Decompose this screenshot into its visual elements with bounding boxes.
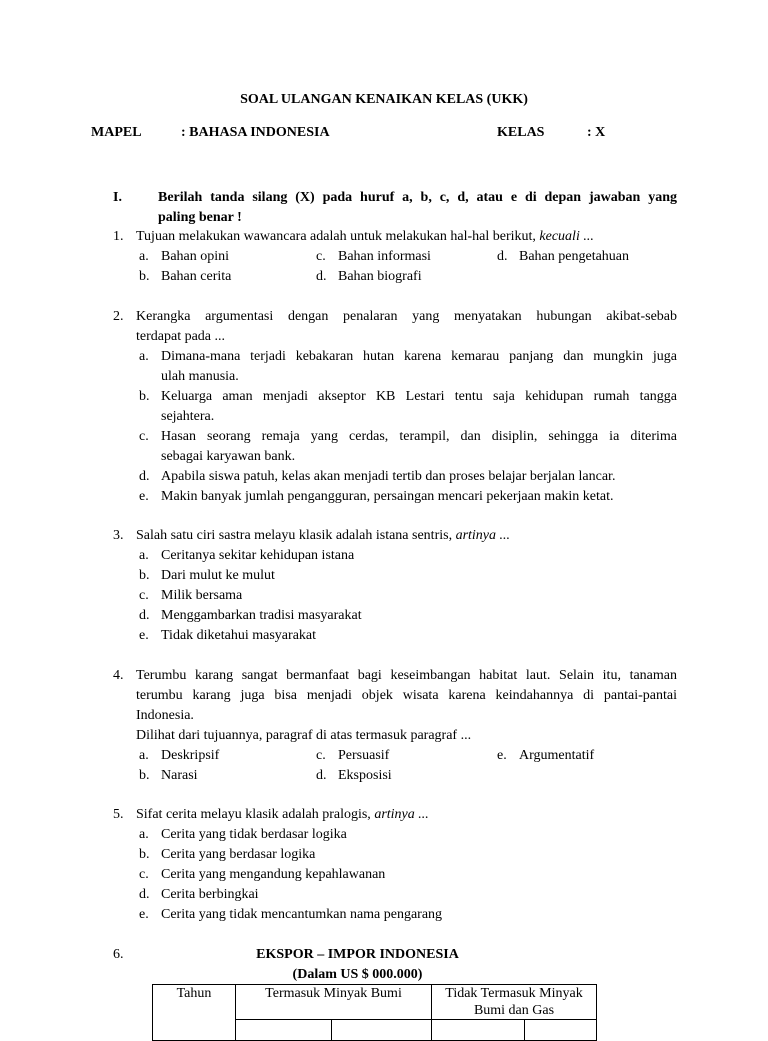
q3-option-a-letter: a. bbox=[139, 548, 149, 563]
q4-option-e: Argumentatif bbox=[519, 748, 595, 763]
header-termasuk-minyak: Termasuk Minyak Bumi bbox=[236, 985, 432, 1020]
subheader-cell bbox=[236, 1020, 332, 1041]
q2-option-d: Apabila siswa patuh, kelas akan menjadi tertib dan proses belajar berjalan lancar. bbox=[161, 469, 616, 484]
q2-option-e: Makin banyak jumlah pengangguran, persaingan mencari pekerjaan makin ketat. bbox=[161, 489, 614, 504]
q2-option-b-line1: Keluarga aman menjadi akseptor KB Lestari tentu saja kehidupan rumah tangga bbox=[161, 389, 677, 404]
header-tidak-line2: Bumi dan Gas bbox=[473, 1003, 555, 1018]
q1-text bbox=[136, 227, 594, 247]
q3-stem: Salah satu ciri sastra melayu klasik adalah istana sentris, bbox=[136, 528, 453, 543]
q1-option-b-letter: b. bbox=[139, 269, 150, 284]
q2-option-a-line2: ulah manusia. bbox=[161, 369, 239, 384]
q1-option-c-letter: c. bbox=[316, 249, 326, 264]
q1-number: 1. bbox=[113, 229, 124, 244]
q4-option-b: Narasi bbox=[161, 768, 198, 783]
q4-option-d-letter: d. bbox=[316, 768, 327, 783]
q3-emphasis: artinya ... bbox=[455, 528, 511, 543]
q4-option-b-letter: b. bbox=[139, 768, 150, 783]
q2-text-line1: Kerangka argumentasi dengan penalaran yang menyatakan hubungan akibat-sebab bbox=[136, 309, 677, 324]
q2-option-a-line1: Dimana-mana terjadi kebakaran hutan karena kemarau panjang dan mungkin juga bbox=[161, 349, 677, 364]
q5-option-d: Cerita berbingkai bbox=[161, 887, 259, 902]
q1-emphasis: kecuali ... bbox=[539, 229, 594, 244]
q3-option-c: Milik bersama bbox=[161, 588, 243, 603]
q3-option-d: Menggambarkan tradisi masyarakat bbox=[161, 608, 362, 623]
q5-option-b: Cerita yang berdasar logika bbox=[161, 847, 316, 862]
q1-option-e-letter: d. bbox=[497, 249, 508, 264]
header-tidak-termasuk bbox=[432, 985, 597, 1020]
q3-option-e-letter: e. bbox=[139, 628, 149, 643]
q5-option-b-letter: b. bbox=[139, 847, 150, 862]
q2-option-a-letter: a. bbox=[139, 349, 149, 364]
q1-option-c: Bahan informasi bbox=[338, 249, 431, 264]
mapel-label: MAPEL bbox=[91, 125, 142, 140]
q1-option-b: Bahan cerita bbox=[161, 269, 232, 284]
header-tidak-line1: Tidak Termasuk Minyak bbox=[445, 986, 583, 1001]
kelas-label: KELAS bbox=[497, 125, 545, 140]
q4-text-line3: Indonesia. bbox=[136, 708, 194, 723]
q4-option-a: Deskripsif bbox=[161, 748, 220, 763]
header-tahun: Tahun bbox=[153, 985, 236, 1041]
subheader-cell bbox=[525, 1020, 597, 1041]
q4-number: 4. bbox=[113, 668, 124, 683]
q4-option-c: Persuasif bbox=[338, 748, 390, 763]
subheader-cell bbox=[432, 1020, 525, 1041]
subheader-cell bbox=[332, 1020, 432, 1041]
q5-option-c-letter: c. bbox=[139, 867, 149, 882]
q6-table-title: EKSPOR – IMPOR INDONESIA bbox=[256, 947, 459, 962]
q6-table-subtitle: (Dalam US $ 000.000) bbox=[292, 967, 423, 982]
q1-option-a: Bahan opini bbox=[161, 249, 230, 264]
q5-text bbox=[136, 805, 429, 825]
q1-option-d-letter: d. bbox=[316, 269, 327, 284]
q2-option-c-letter: c. bbox=[139, 429, 149, 444]
q2-option-c-line2: sebagai karyawan bank. bbox=[161, 449, 296, 464]
q4-option-a-letter: a. bbox=[139, 748, 149, 763]
q4-option-d: Eksposisi bbox=[338, 768, 392, 783]
kelas-value: : X bbox=[587, 125, 606, 140]
mapel-value: : BAHASA INDONESIA bbox=[181, 125, 330, 140]
table-header-row bbox=[153, 985, 597, 1020]
q2-text-line2: terdapat pada ... bbox=[136, 329, 226, 344]
q2-option-b-letter: b. bbox=[139, 389, 150, 404]
q5-number: 5. bbox=[113, 807, 124, 822]
q5-option-c: Cerita yang mengandung kepahlawanan bbox=[161, 867, 386, 882]
q2-option-d-letter: d. bbox=[139, 469, 150, 484]
q3-option-a: Ceritanya sekitar kehidupan istana bbox=[161, 548, 355, 563]
q5-option-a-letter: a. bbox=[139, 827, 149, 842]
q4-text-line1: Terumbu karang sangat bermanfaat bagi keseimbangan habitat laut. Selain itu, tanaman bbox=[136, 668, 677, 683]
q4-option-c-letter: c. bbox=[316, 748, 326, 763]
q3-option-b-letter: b. bbox=[139, 568, 150, 583]
q4-option-e-letter: e. bbox=[497, 748, 507, 763]
q5-emphasis: artinya ... bbox=[374, 807, 429, 822]
section-instruction-line2: paling benar ! bbox=[158, 210, 242, 225]
q6-number: 6. bbox=[113, 947, 124, 962]
section-number: I. bbox=[113, 190, 122, 205]
q1-option-d: Bahan biografi bbox=[338, 269, 422, 284]
q1-option-e: Bahan pengetahuan bbox=[519, 249, 630, 264]
section-instruction-line1: Berilah tanda silang (X) pada huruf a, b, c, d, atau e di depan jawaban yang bbox=[158, 190, 677, 205]
q5-stem: Sifat cerita melayu klasik adalah pralogis, bbox=[136, 807, 371, 822]
q4-text-line4: Dilihat dari tujuannya, paragraf di atas termasuk paragraf ... bbox=[136, 728, 472, 743]
q3-option-b: Dari mulut ke mulut bbox=[161, 568, 275, 583]
q3-text bbox=[136, 526, 510, 546]
q1-option-a-letter: a. bbox=[139, 249, 149, 264]
q3-option-d-letter: d. bbox=[139, 608, 150, 623]
q2-option-c-line1: Hasan seorang remaja yang cerdas, terampil, dan disiplin, sehingga ia diterima bbox=[161, 429, 677, 444]
q5-option-e-letter: e. bbox=[139, 907, 149, 922]
q5-option-d-letter: d. bbox=[139, 887, 150, 902]
q1-stem: Tujuan melakukan wawancara adalah untuk melakukan hal-hal berikut, bbox=[136, 229, 536, 244]
q3-number: 3. bbox=[113, 528, 124, 543]
q3-option-e: Tidak diketahui masyarakat bbox=[161, 628, 317, 643]
q5-option-e: Cerita yang tidak mencantumkan nama pengarang bbox=[161, 907, 443, 922]
q2-number: 2. bbox=[113, 309, 124, 324]
q3-option-c-letter: c. bbox=[139, 588, 149, 603]
q2-option-b-line2: sejahtera. bbox=[161, 409, 215, 424]
document-title: SOAL ULANGAN KENAIKAN KELAS (UKK) bbox=[240, 92, 528, 107]
q5-option-a: Cerita yang tidak berdasar logika bbox=[161, 827, 347, 842]
q4-text-line2: terumbu karang juga bisa menjadi objek wisata karena keindahannya di pantai-pantai bbox=[136, 688, 677, 703]
q2-option-e-letter: e. bbox=[139, 489, 149, 504]
export-import-table bbox=[152, 984, 597, 1041]
